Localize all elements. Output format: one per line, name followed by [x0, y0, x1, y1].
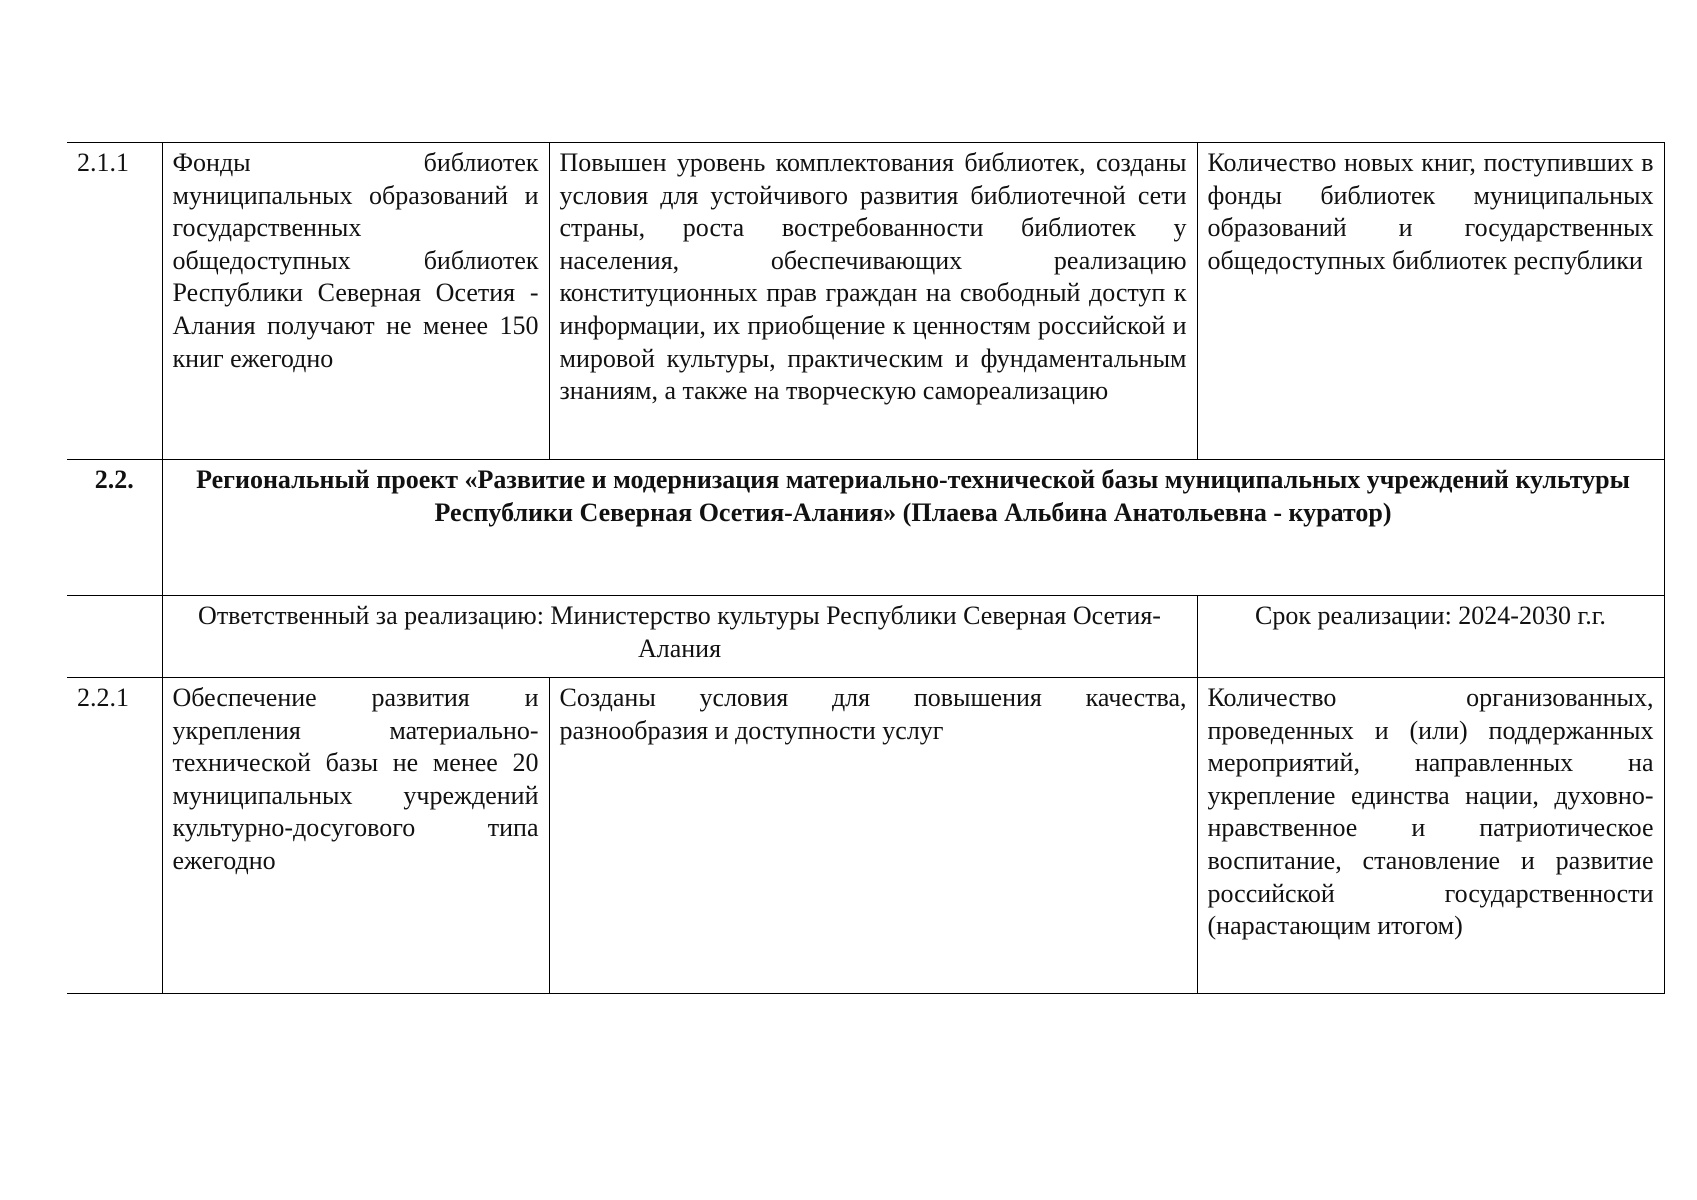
section-title: Региональный проект «Развитие и модернизация материально-технической базы муниципальных учреждений культуры Республики Северная Осетия-Алания» (Плаева Альбина Анатольевна - куратор): [162, 460, 1664, 596]
indicator-cell: Количество новых книг, поступивших в фонды библиотек муниципальных образований и государственных общедоступных библиотек республики: [1197, 143, 1664, 460]
section-number: 2.2.: [67, 460, 162, 596]
table-row: [67, 143, 1664, 460]
table-row: [67, 678, 1664, 994]
indicator-cell: Количество организованных, проведенных и (или) поддержанных мероприятий, направленных на укрепление единства нации, духовно-нравственное и патриотическое воспитание, становление и развитие российской государственности (нарастающим итогом): [1197, 678, 1664, 994]
result-cell: Обеспечение развития и укрепления материально-технической базы не менее 20 муниципальных учреждений культурно-досугового типа ежегодно: [162, 678, 549, 994]
responsible-row: [67, 596, 1664, 678]
result-cell: Фонды библиотек муниципальных образований и государственных общедоступных библиотек Республики Северная Осетия - Алания получают не менее 150 книг ежегодно: [162, 143, 549, 460]
section-header-row: [67, 460, 1664, 596]
responsible-text: Ответственный за реализацию: Министерство культуры Республики Северная Осетия-Алания: [162, 596, 1197, 678]
row-number: 2.2.1: [67, 678, 162, 994]
empty-cell: [67, 596, 162, 678]
effect-cell: Повышен уровень комплектования библиотек, созданы условия для устойчивого развития библиотечной сети страны, роста востребованности библиотек у населения, обеспечивающих реализацию конституционных прав граждан на свободный доступ к информации, их приобщение к ценностям российской и мировой культуры, практическим и фундаментальным знаниям, а также на творческую самореализацию: [549, 143, 1197, 460]
implementation-term: Срок реализации: 2024-2030 г.г.: [1197, 596, 1664, 678]
effect-cell: Созданы условия для повышения качества, разнообразия и доступности услуг: [549, 678, 1197, 994]
row-number: 2.1.1: [67, 143, 162, 460]
project-table: [67, 142, 1665, 994]
